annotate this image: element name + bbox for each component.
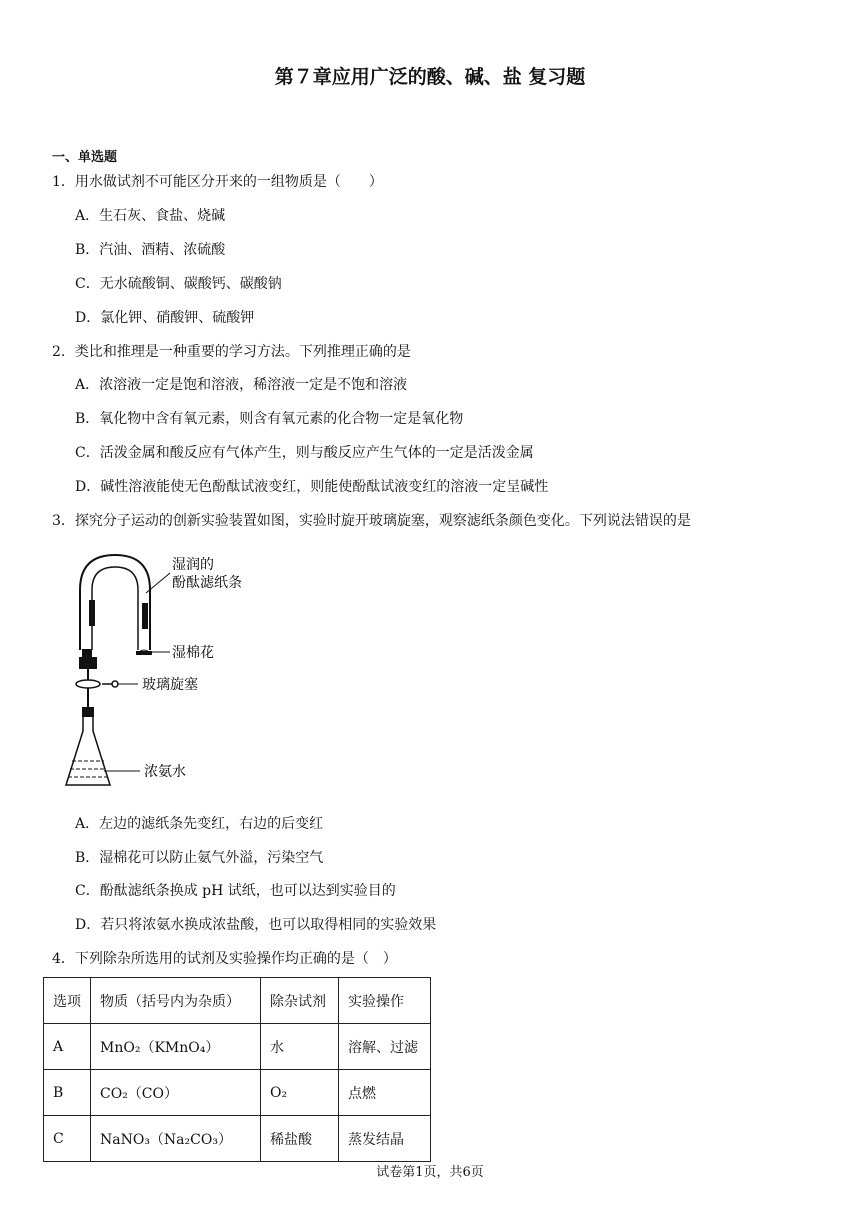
q3-option-c: C．酚酞滤纸条换成 pH 试纸，也可以达到实验目的 xyxy=(75,883,396,899)
question-2-stem: 2．类比和推理是一种重要的学习方法。下列推理正确的是 xyxy=(52,344,411,360)
page-title: 第７章应用广泛的酸、碱、盐 复习题 xyxy=(274,66,586,88)
table-cell: CO₂（CO） xyxy=(91,1070,261,1116)
table-cell: 蒸发结晶 xyxy=(339,1116,431,1162)
q2-option-b: B．氧化物中含有氧元素，则含有氧元素的化合物一定是氧化物 xyxy=(75,411,464,427)
table-cell: O₂ xyxy=(261,1070,339,1116)
q3-option-d: D．若只将浓氨水换成浓盐酸，也可以取得相同的实验效果 xyxy=(75,917,437,933)
page-footer: 试卷第1页，共6页 xyxy=(376,1165,484,1180)
q2-option-c: C．活泼金属和酸反应有气体产生，则与酸反应产生气体的一定是活泼金属 xyxy=(75,445,534,461)
q1-option-a: A．生石灰、食盐、烧碱 xyxy=(75,208,226,224)
table-cell: B xyxy=(44,1070,91,1116)
section-heading: 一、单选题 xyxy=(52,150,118,165)
q1-option-b: B．汽油、酒精、浓硫酸 xyxy=(75,242,226,258)
q3-option-a: A．左边的滤纸条先变红，右边的后变红 xyxy=(75,816,324,832)
table-cell: 溶解、过滤 xyxy=(339,1024,431,1070)
q2-option-d: D．碱性溶液能使无色酚酞试液变红，则能使酚酞试液变红的溶液一定呈碱性 xyxy=(75,479,549,495)
label-glass-stopcock: 玻璃旋塞 xyxy=(142,677,198,693)
table-header-cell: 物质（括号内为杂质） xyxy=(91,978,261,1024)
label-wet: 湿润的 xyxy=(172,557,214,573)
table-cell: MnO₂（KMnO₄） xyxy=(91,1024,261,1070)
table-row xyxy=(44,1024,431,1070)
table-cell: 水 xyxy=(261,1024,339,1070)
table-cell: 点燃 xyxy=(339,1070,431,1116)
table-cell: C xyxy=(44,1116,91,1162)
table-row xyxy=(44,1070,431,1116)
apparatus-figure xyxy=(52,545,272,795)
q3-option-b: B．湿棉花可以防止氨气外溢，污染空气 xyxy=(75,850,324,866)
label-phenolphthalein-strip: 酚酞滤纸条 xyxy=(172,575,242,591)
q1-option-d: D．氯化钾、硝酸钾、硫酸钾 xyxy=(75,310,255,326)
table-cell: 稀盐酸 xyxy=(261,1116,339,1162)
q2-option-a: A．浓溶液一定是饱和溶液，稀溶液一定是不饱和溶液 xyxy=(75,377,408,393)
impurity-removal-table xyxy=(43,977,431,1162)
table-header-cell: 除杂试剂 xyxy=(261,978,339,1024)
table-row xyxy=(44,1116,431,1162)
question-4-stem: 4．下列除杂所选用的试剂及实验操作均正确的是（ ） xyxy=(52,951,397,967)
table-header-row xyxy=(44,978,431,1024)
table-cell: NaNO₃（Na₂CO₃） xyxy=(91,1116,261,1162)
q1-option-c: C．无水硫酸铜、碳酸钙、碳酸钠 xyxy=(75,276,282,292)
question-1-stem: 1．用水做试剂不可能区分开来的一组物质是（ ） xyxy=(52,174,383,190)
label-wet-cotton: 湿棉花 xyxy=(172,645,214,661)
table-cell: A xyxy=(44,1024,91,1070)
table-header-cell: 选项 xyxy=(44,978,91,1024)
label-conc-ammonia: 浓氨水 xyxy=(144,764,186,780)
question-3-stem: 3．探究分子运动的创新实验装置如图，实验时旋开玻璃旋塞，观察滤纸条颜色变化。下列说法错误的是 xyxy=(52,513,691,529)
table-header-cell: 实验操作 xyxy=(339,978,431,1024)
